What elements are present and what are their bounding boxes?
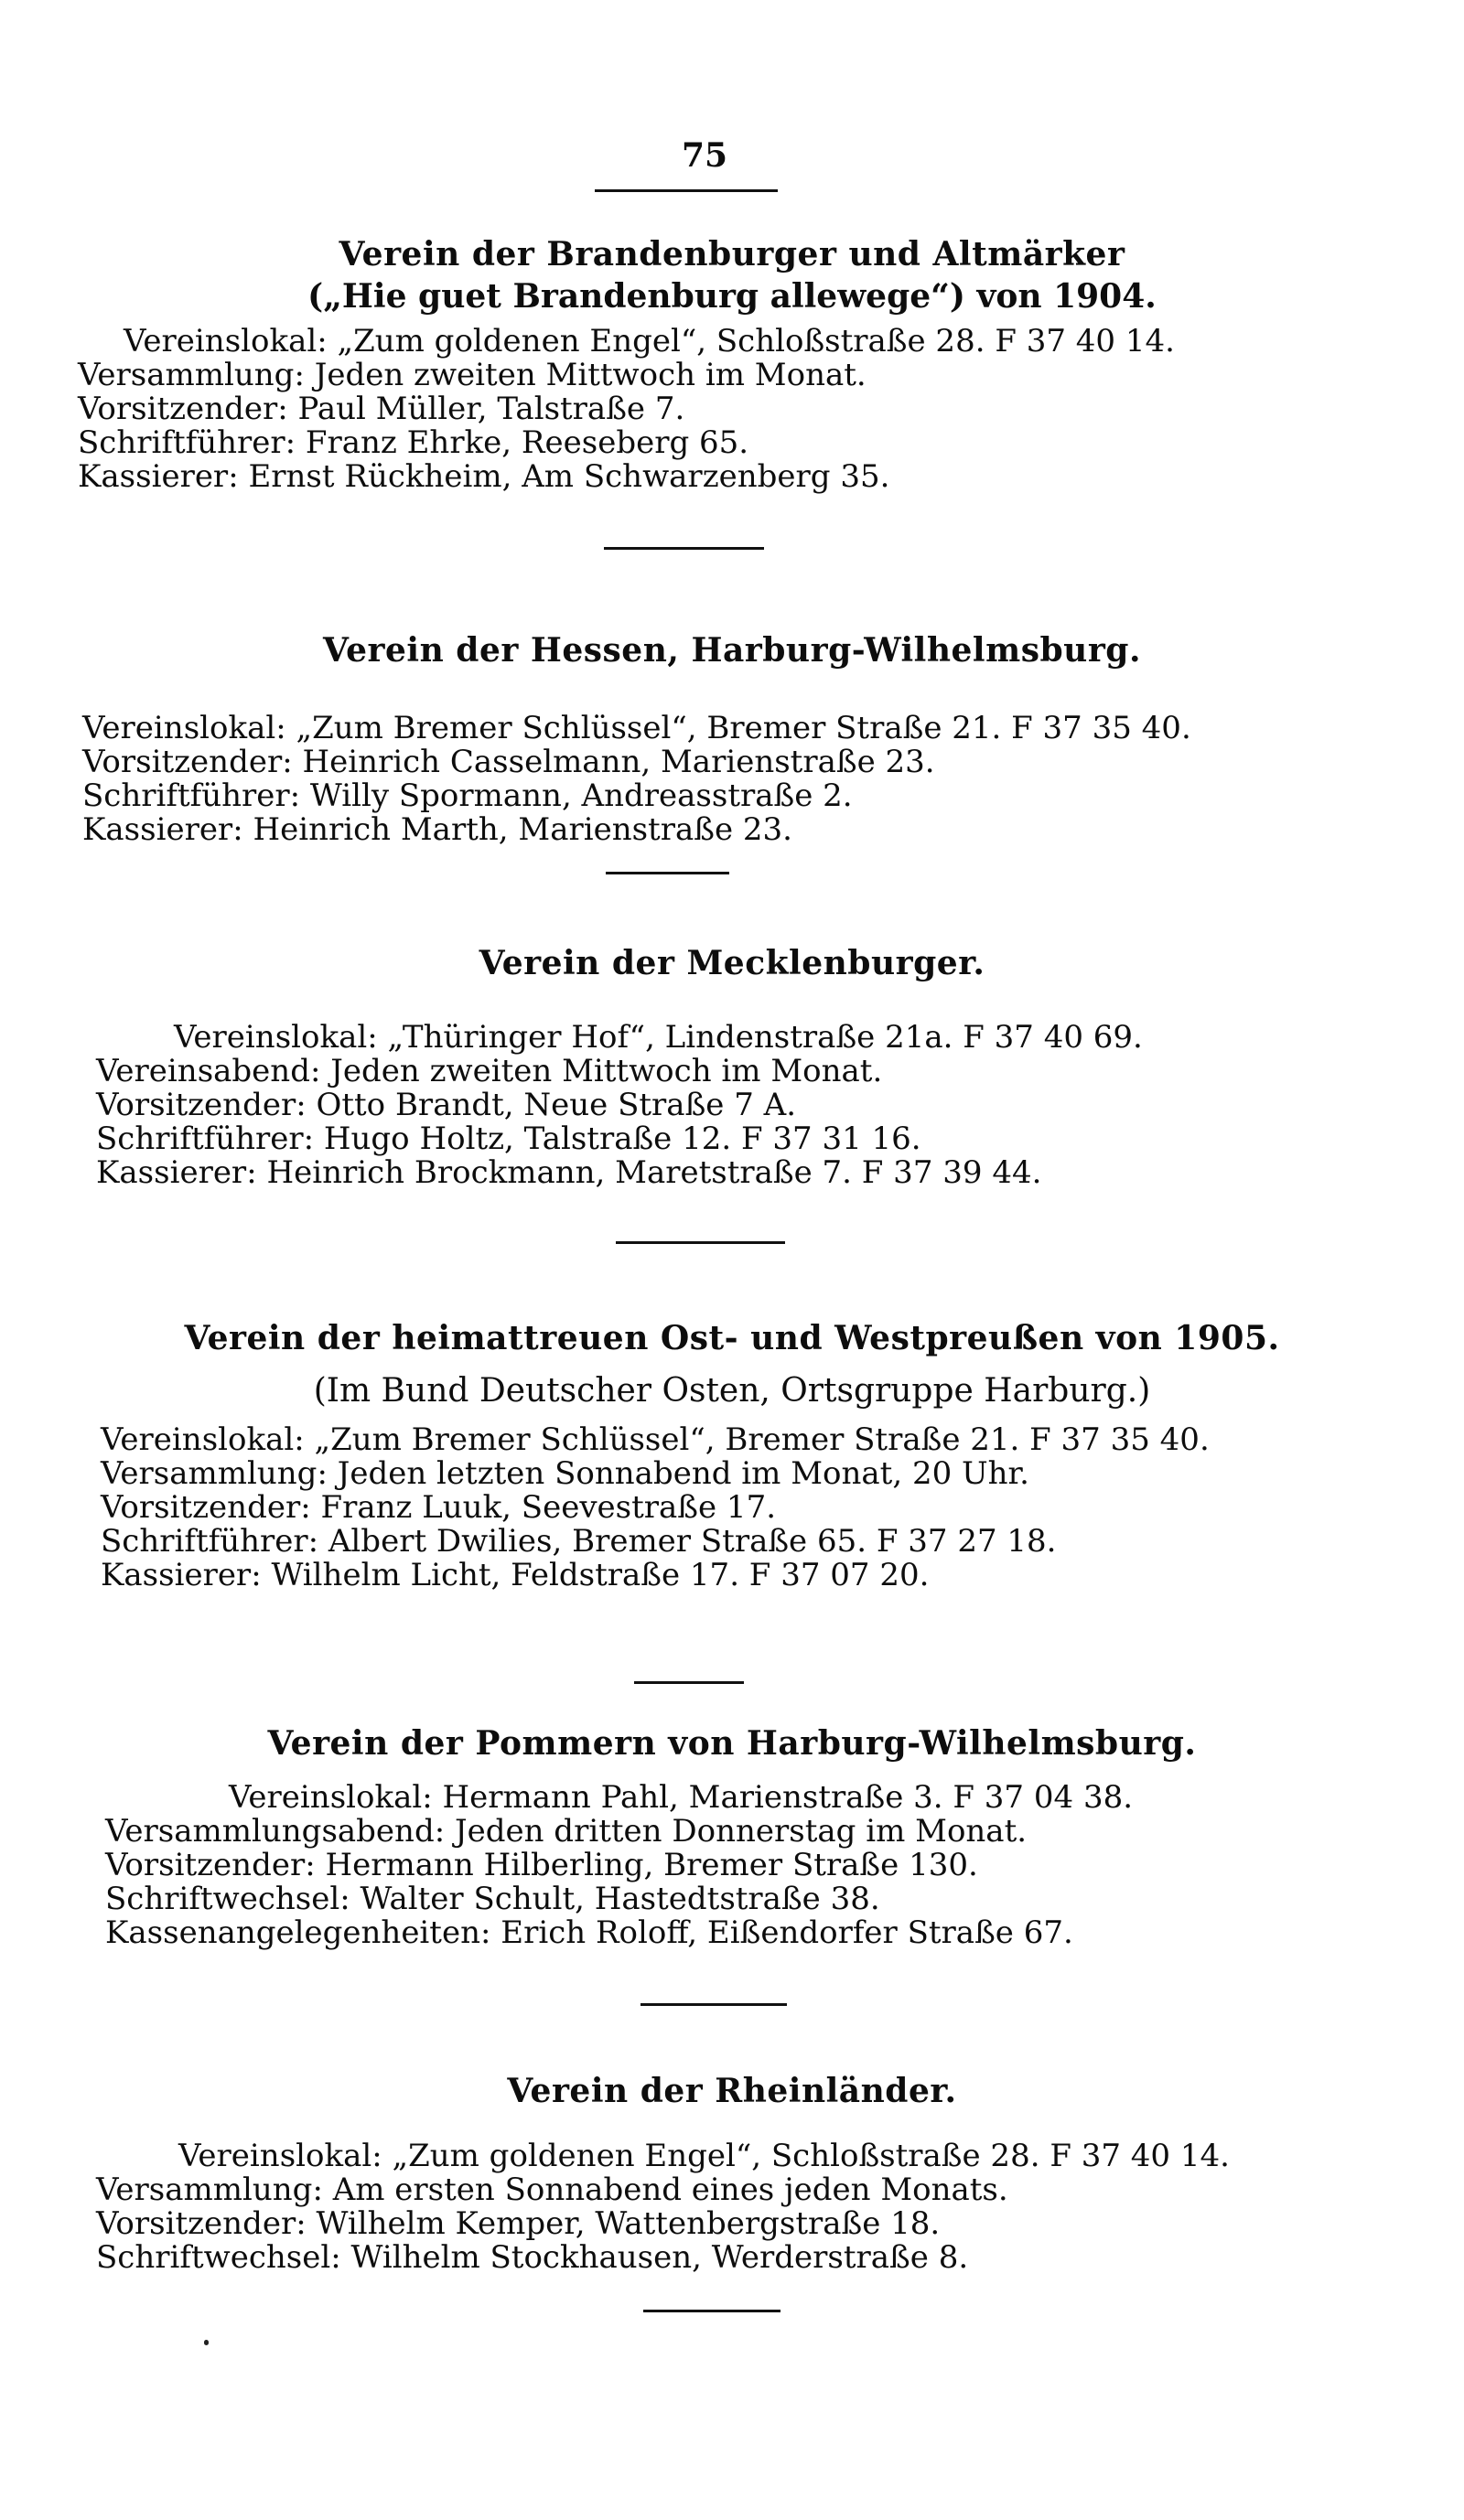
entry-line: Vorsitzender: Wilhelm Kemper, Wattenbergstraße 18. bbox=[96, 2205, 941, 2242]
section-heading: Verein der Pommern von Harburg-Wilhelmsburg. bbox=[267, 1724, 1197, 1763]
section-mecklenburger bbox=[73, 942, 1391, 1190]
section-hessen bbox=[73, 629, 1391, 847]
entry-line: Vorsitzender: Otto Brandt, Neue Straße 7 A. bbox=[96, 1087, 797, 1123]
section-heading: Verein der Mecklenburger. bbox=[479, 944, 985, 982]
entry-line: Vereinslokal: „Zum Bremer Schlüssel“, Bremer Straße 21. F 37 35 40. bbox=[82, 710, 1191, 746]
section-subheading: („Hie guet Brandenburg allewege“) von 1904. bbox=[307, 277, 1157, 316]
page-number-rule bbox=[595, 189, 778, 192]
entry-line: Versammlung: Jeden zweiten Mittwoch im Monat. bbox=[78, 357, 867, 393]
section-divider bbox=[606, 872, 729, 874]
entry-line: Vereinslokal: „Zum goldenen Engel“, Schloßstraße 28. F 37 40 14. bbox=[178, 2138, 1230, 2174]
section-divider bbox=[640, 2003, 787, 2006]
entry-line: Vorsitzender: Paul Müller, Talstraße 7. bbox=[78, 391, 685, 427]
entry-line: Schriftführer: Franz Ehrke, Reeseberg 65. bbox=[78, 424, 749, 461]
entry-line: Kassierer: Heinrich Marth, Marienstraße 23. bbox=[82, 811, 792, 848]
entry-line: Schriftwechsel: Walter Schult, Hastedtstraße 38. bbox=[105, 1881, 880, 1917]
page-number: 75 bbox=[681, 136, 728, 175]
section-heading: Verein der heimattreuen Ost- und Westpreußen von 1905. bbox=[184, 1319, 1280, 1357]
entry-line: Vereinslokal: „Zum goldenen Engel“, Schloßstraße 28. F 37 40 14. bbox=[124, 323, 1175, 359]
entry-line: Kassierer: Heinrich Brockmann, Maretstraße 7. F 37 39 44. bbox=[96, 1154, 1042, 1191]
section-heading: Verein der Hessen, Harburg-Wilhelmsburg. bbox=[322, 631, 1141, 670]
entry-line: Vorsitzender: Hermann Hilberling, Bremer Straße 130. bbox=[105, 1847, 978, 1883]
section-divider bbox=[604, 547, 764, 550]
entry-line: Kassenangelegenheiten: Erich Roloff, Eißendorfer Straße 67. bbox=[105, 1914, 1073, 1951]
section-divider bbox=[616, 1241, 785, 1244]
entry-line: Schriftführer: Hugo Holtz, Talstraße 12. F 37 31 16. bbox=[96, 1121, 921, 1157]
entry-line: Kassierer: Ernst Rückheim, Am Schwarzenberg 35. bbox=[78, 458, 890, 495]
entry-line: Schriftführer: Willy Spormann, Andreasstraße 2. bbox=[82, 777, 853, 814]
section-heading: Verein der Rheinländer. bbox=[507, 2072, 957, 2110]
section-divider bbox=[634, 1681, 744, 1684]
section-divider bbox=[643, 2310, 780, 2312]
entry-line: Vorsitzender: Franz Luuk, Seevestraße 17. bbox=[101, 1489, 777, 1526]
section-rheinlaender bbox=[73, 2070, 1391, 2275]
entry-line: Vorsitzender: Heinrich Casselmann, Marienstraße 23. bbox=[82, 744, 935, 780]
section-heading: Verein der Brandenburger und Altmärker bbox=[339, 235, 1125, 273]
entry-line: Versammlung: Am ersten Sonnabend eines jeden Monats. bbox=[96, 2171, 1008, 2208]
section-pommern bbox=[73, 1722, 1391, 1950]
section-subheading: (Im Bund Deutscher Osten, Ortsgruppe Harburg.) bbox=[313, 1372, 1151, 1410]
entry-line: Versammlung: Jeden letzten Sonnabend im Monat, 20 Uhr. bbox=[101, 1455, 1029, 1492]
entry-line: Vereinslokal: „Thüringer Hof“, Lindenstraße 21a. F 37 40 69. bbox=[174, 1019, 1143, 1056]
entry-line: Vereinsabend: Jeden zweiten Mittwoch im Monat. bbox=[96, 1053, 883, 1089]
entry-line: Vereinslokal: „Zum Bremer Schlüssel“, Bremer Straße 21. F 37 35 40. bbox=[101, 1421, 1210, 1458]
entry-line: Versammlungsabend: Jeden dritten Donnerstag im Monat. bbox=[105, 1813, 1028, 1850]
entry-line: Vereinslokal: Hermann Pahl, Marienstraße 3. F 37 04 38. bbox=[229, 1779, 1134, 1816]
entry-line: Schriftwechsel: Wilhelm Stockhausen, Werderstraße 8. bbox=[96, 2239, 969, 2276]
section-brandenburger bbox=[73, 233, 1391, 494]
entry-line: Schriftführer: Albert Dwilies, Bremer Straße 65. F 37 27 18. bbox=[101, 1523, 1057, 1560]
print-speck bbox=[204, 2340, 209, 2345]
section-ost-westpreussen bbox=[73, 1317, 1391, 1592]
entry-line: Kassierer: Wilhelm Licht, Feldstraße 17. F 37 07 20. bbox=[101, 1557, 930, 1593]
